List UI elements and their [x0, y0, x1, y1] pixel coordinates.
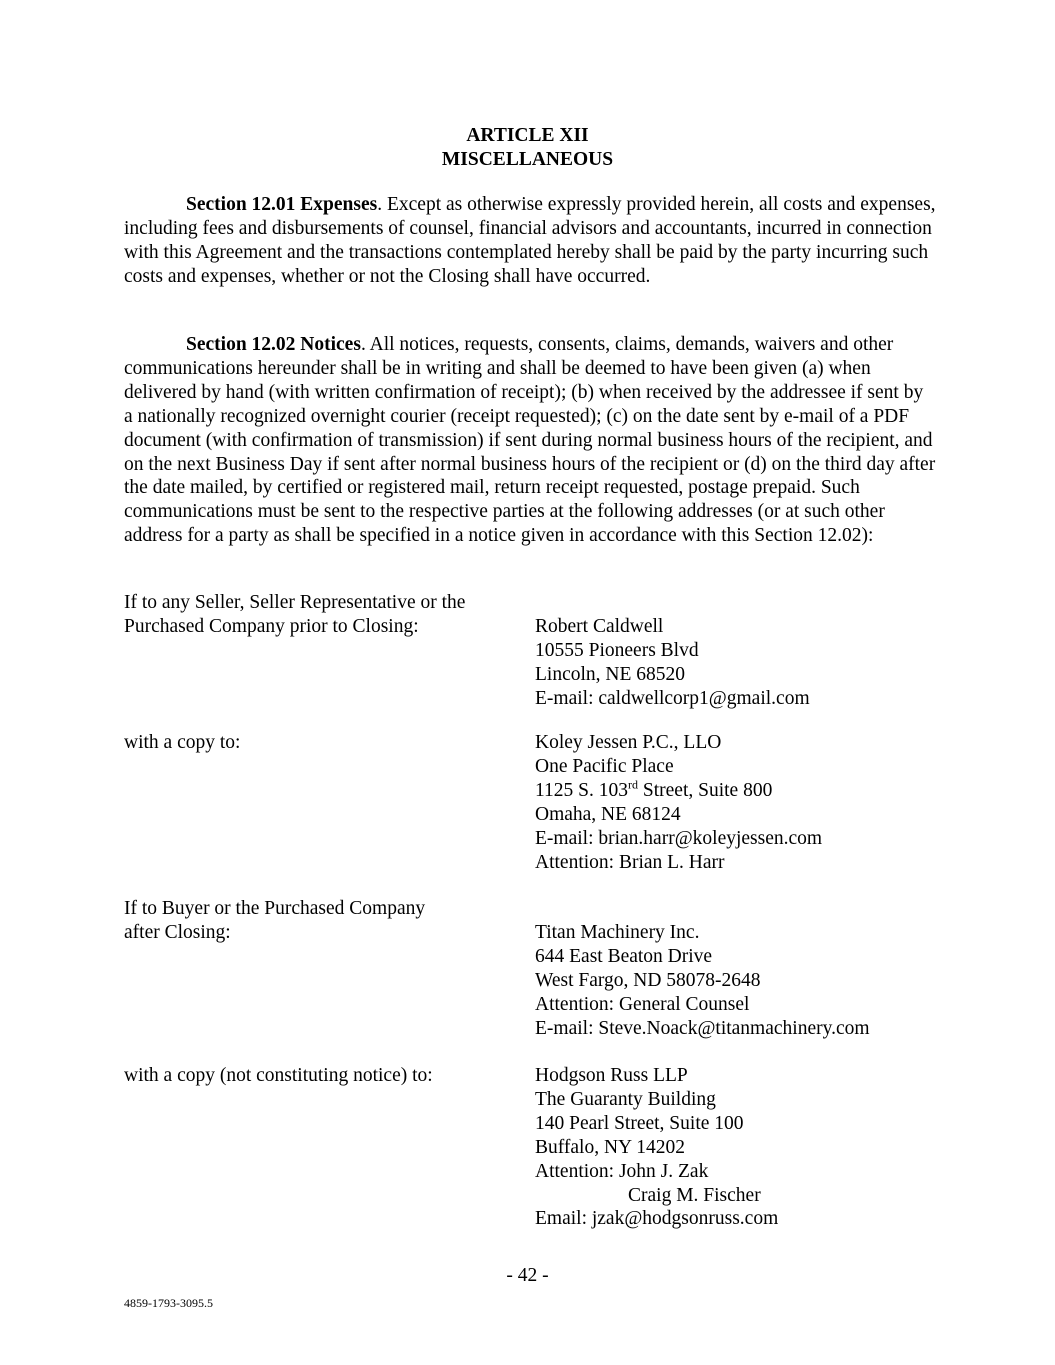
address-email: E-mail: Steve.Noack@titanmachinery.com — [535, 1017, 870, 1039]
address-email: E-mail: caldwellcorp1@gmail.com — [535, 687, 810, 709]
article-title: MISCELLANEOUS — [441, 149, 614, 170]
address-line: Lincoln, NE 68520 — [535, 663, 686, 685]
address-line: One Pacific Place — [535, 755, 674, 777]
address-line: The Guaranty Building — [535, 1088, 716, 1110]
address-attention: Attention: Brian L. Harr — [535, 851, 725, 873]
section-text: . All notices, requests, consents, claims, demands, waivers and other communications hereunder shall be in writing and shall be deemed to have been given (a) when delivered by hand (with written confirmation of receipt); (b) when received by the addressee if sent by a nationally recognized overnight courier (receipt requested); (c) on the date sent by e-mail of a PDF document (with confirmation of transmission) if sent during normal business hours of the recipient, and on the next Business Day if sent after normal business hours of the recipient or (d) on the third day after the date mailed, by certified or registered mail, return receipt requested, postage prepaid. Such communications must be sent to the respective parties at the following addresses (or at such other address for a party as shall be specified in a notice given in accordance with this Section 12.02): — [124, 334, 936, 547]
section-12-01 — [124, 193, 936, 289]
address-attention: Craig M. Fischer — [628, 1184, 761, 1206]
notice-label — [124, 897, 524, 945]
address-line: Koley Jessen P.C., LLO — [535, 732, 722, 753]
address-attention: Attention: John J. Zak — [535, 1160, 709, 1182]
address-line: Titan Machinery Inc. — [535, 922, 700, 943]
address-line — [535, 779, 985, 803]
section-heading: Section 12.01 Expenses — [186, 194, 378, 215]
notice-address — [535, 1064, 985, 1231]
notice-address — [535, 921, 985, 1041]
label-line: with a copy (not constituting notice) to: — [124, 1065, 433, 1086]
address-email: E-mail: brian.harr@koleyjessen.com — [535, 827, 823, 849]
ordinal-suffix: rd — [628, 777, 638, 792]
street-rest: Street, Suite 800 — [638, 779, 773, 801]
label-line: Purchased Company prior to Closing: — [124, 615, 419, 637]
label-line: with a copy to: — [124, 732, 241, 753]
document-id: 4859-1793-3095.5 — [124, 1296, 213, 1310]
address-line: 140 Pearl Street, Suite 100 — [535, 1112, 744, 1134]
article-number: ARTICLE XII — [466, 125, 589, 146]
notice-address — [535, 731, 985, 874]
notice-label — [124, 591, 524, 639]
label-line: If to Buyer or the Purchased Company — [124, 898, 426, 919]
page-number: - 42 - — [506, 1265, 549, 1286]
notice-label — [124, 731, 524, 755]
address-line: 644 East Beaton Drive — [535, 945, 713, 967]
address-attention: Attention: General Counsel — [535, 993, 750, 1015]
section-text: . Except as otherwise expressly provided herein, all costs and expenses, including fees and disbursements of counsel, financial advisors and accountants, incurred in connection with this Agreement and the transactions contemplated hereby shall be paid by the party incurring such costs and expenses, whether or not the Closing shall have occurred. — [124, 194, 936, 287]
address-line: Omaha, NE 68124 — [535, 803, 681, 825]
address-line: Hodgson Russ LLP — [535, 1065, 688, 1086]
address-line: West Fargo, ND 58078-2648 — [535, 969, 761, 991]
notice-label — [124, 1064, 524, 1088]
address-line: Buffalo, NY 14202 — [535, 1136, 686, 1158]
address-line: Robert Caldwell — [535, 616, 664, 637]
section-12-02 — [124, 333, 936, 548]
address-email: Email: jzak@hodgsonruss.com — [535, 1208, 779, 1230]
label-line: after Closing: — [124, 921, 231, 943]
notice-address — [535, 615, 985, 711]
label-line: If to any Seller, Seller Representative or the — [124, 592, 466, 613]
street-number: 1125 S. 103 — [535, 779, 628, 801]
section-heading: Section 12.02 Notices — [186, 334, 361, 355]
address-line: 10555 Pioneers Blvd — [535, 639, 699, 661]
